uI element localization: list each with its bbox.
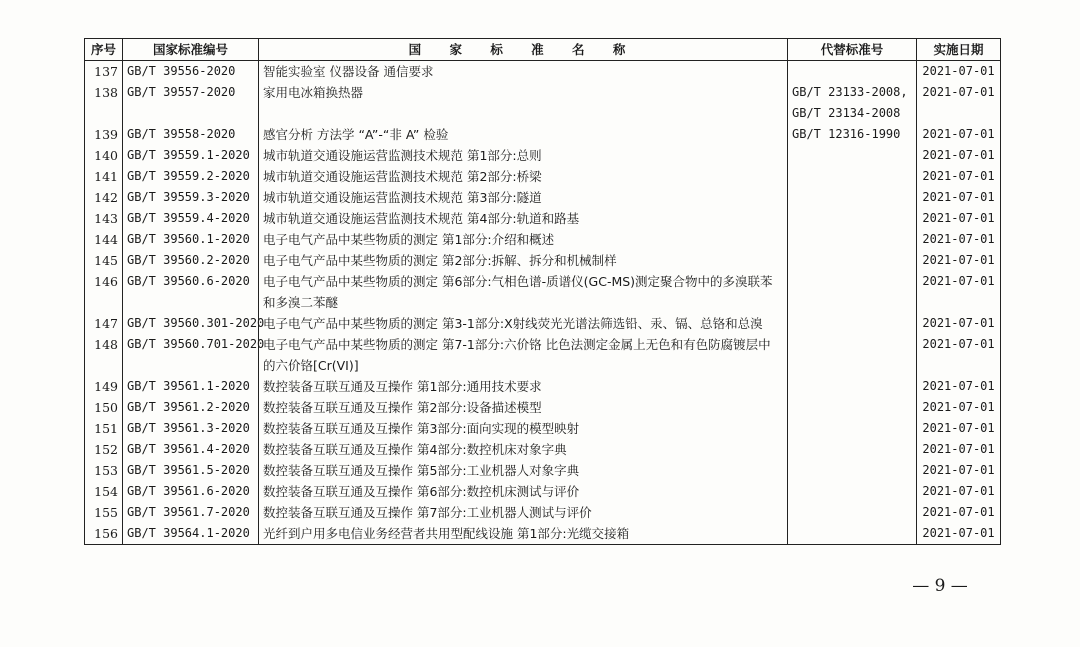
replaced-standard [788,271,917,313]
implementation-date: 2021-07-01 [917,61,1001,83]
implementation-date: 2021-07-01 [917,418,1001,439]
row-number: 150 [85,397,123,418]
replaced-standard [788,439,917,460]
standard-name: 数控装备互联互通及互操作 第4部分:数控机床对象字典 [259,439,788,460]
row-number: 147 [85,313,123,334]
implementation-date: 2021-07-01 [917,397,1001,418]
replaced-standard [788,61,917,83]
replaced-standard [788,166,917,187]
replaced-standard [788,313,917,334]
replaced-standard [788,187,917,208]
standard-name: 智能实验室 仪器设备 通信要求 [259,61,788,83]
row-number: 143 [85,208,123,229]
header-date: 实施日期 [917,39,1001,61]
standard-code: GB/T 39561.6-2020 [123,481,259,502]
row-number: 140 [85,145,123,166]
implementation-date: 2021-07-01 [917,250,1001,271]
implementation-date: 2021-07-01 [917,502,1001,523]
replaced-standard [788,481,917,502]
standard-code: GB/T 39559.4-2020 [123,208,259,229]
implementation-date: 2021-07-01 [917,166,1001,187]
replaced-standard [788,523,917,545]
standard-code: GB/T 39560.2-2020 [123,250,259,271]
table-row [85,250,1001,271]
replaced-standard [788,502,917,523]
standard-code: GB/T 39561.2-2020 [123,397,259,418]
standard-name: 城市轨道交通设施运营监测技术规范 第2部分:桥梁 [259,166,788,187]
standard-code: GB/T 39561.5-2020 [123,460,259,481]
header-code: 国家标准编号 [123,39,259,61]
standard-code: GB/T 39560.301-2020 [123,313,259,334]
standard-name: 数控装备互联互通及互操作 第6部分:数控机床测试与评价 [259,481,788,502]
replaced-standard [788,208,917,229]
standard-code: GB/T 39559.2-2020 [123,166,259,187]
implementation-date: 2021-07-01 [917,460,1001,481]
standard-code: GB/T 39564.1-2020 [123,523,259,545]
row-number: 141 [85,166,123,187]
standard-name: 电子电气产品中某些物质的测定 第3-1部分:X射线荧光光谱法筛选铅、汞、镉、总铬和总溴 [259,313,788,334]
standard-name: 电子电气产品中某些物质的测定 第6部分:气相色谱-质谱仪(GC-MS)测定聚合物中的多溴联苯和多溴二苯醚 [259,271,788,313]
standard-code: GB/T 39558-2020 [123,124,259,145]
row-number: 154 [85,481,123,502]
replaced-standard [788,418,917,439]
table-row [85,145,1001,166]
standard-code: GB/T 39556-2020 [123,61,259,83]
implementation-date: 2021-07-01 [917,481,1001,502]
row-number: 148 [85,334,123,376]
table-row [85,397,1001,418]
header-replaced: 代替标准号 [788,39,917,61]
standard-name: 数控装备互联互通及互操作 第5部分:工业机器人对象字典 [259,460,788,481]
row-number: 145 [85,250,123,271]
table-header-row [85,39,1001,61]
replaced-standard: GB/T 23133-2008, GB/T 23134-2008 [788,82,917,124]
standard-code: GB/T 39561.7-2020 [123,502,259,523]
header-name: 国 家 标 准 名 称 [259,39,788,61]
row-number: 139 [85,124,123,145]
standard-name: 家用电冰箱换热器 [259,82,788,124]
table-row [85,187,1001,208]
row-number: 142 [85,187,123,208]
replaced-standard [788,376,917,397]
implementation-date: 2021-07-01 [917,82,1001,124]
replaced-standard [788,460,917,481]
page-number: — 9 — [912,576,968,596]
replaced-standard [788,334,917,376]
table-row [85,271,1001,313]
standard-name: 数控装备互联互通及互操作 第2部分:设备描述模型 [259,397,788,418]
implementation-date: 2021-07-01 [917,187,1001,208]
replaced-standard [788,397,917,418]
standard-code: GB/T 39560.6-2020 [123,271,259,313]
row-number: 152 [85,439,123,460]
table-row [85,166,1001,187]
standards-table [84,38,1001,545]
row-number: 155 [85,502,123,523]
standard-code: GB/T 39559.1-2020 [123,145,259,166]
standard-name: 电子电气产品中某些物质的测定 第7-1部分:六价铬 比色法测定金属上无色和有色防腐镀层中的六价铬[Cr(VI)] [259,334,788,376]
standard-name: 城市轨道交通设施运营监测技术规范 第3部分:隧道 [259,187,788,208]
implementation-date: 2021-07-01 [917,208,1001,229]
implementation-date: 2021-07-01 [917,145,1001,166]
standard-name: 光纤到户用多电信业务经营者共用型配线设施 第1部分:光缆交接箱 [259,523,788,545]
table-row [85,439,1001,460]
row-number: 156 [85,523,123,545]
implementation-date: 2021-07-01 [917,313,1001,334]
table-row [85,124,1001,145]
table-row [85,334,1001,376]
standard-code: GB/T 39560.1-2020 [123,229,259,250]
table-row [85,481,1001,502]
implementation-date: 2021-07-01 [917,523,1001,545]
table-row [85,229,1001,250]
replaced-standard [788,229,917,250]
row-number: 146 [85,271,123,313]
row-number: 144 [85,229,123,250]
table-row [85,313,1001,334]
row-number: 153 [85,460,123,481]
implementation-date: 2021-07-01 [917,334,1001,376]
implementation-date: 2021-07-01 [917,271,1001,313]
standard-name: 感官分析 方法学 “A”-“非 A” 检验 [259,124,788,145]
table-row [85,502,1001,523]
standard-name: 电子电气产品中某些物质的测定 第2部分:拆解、拆分和机械制样 [259,250,788,271]
standard-name: 城市轨道交通设施运营监测技术规范 第1部分:总则 [259,145,788,166]
table-row [85,523,1001,545]
replaced-standard [788,250,917,271]
header-no: 序号 [85,39,123,61]
implementation-date: 2021-07-01 [917,439,1001,460]
standard-code: GB/T 39557-2020 [123,82,259,124]
row-number: 149 [85,376,123,397]
table-row [85,460,1001,481]
table-row [85,376,1001,397]
implementation-date: 2021-07-01 [917,124,1001,145]
standard-code: GB/T 39559.3-2020 [123,187,259,208]
standard-name: 数控装备互联互通及互操作 第3部分:面向实现的模型映射 [259,418,788,439]
table-body [85,61,1001,545]
standard-name: 电子电气产品中某些物质的测定 第1部分:介绍和概述 [259,229,788,250]
replaced-standard: GB/T 12316-1990 [788,124,917,145]
standard-code: GB/T 39561.3-2020 [123,418,259,439]
implementation-date: 2021-07-01 [917,229,1001,250]
row-number: 138 [85,82,123,124]
standard-name: 城市轨道交通设施运营监测技术规范 第4部分:轨道和路基 [259,208,788,229]
row-number: 137 [85,61,123,83]
standard-name: 数控装备互联互通及互操作 第1部分:通用技术要求 [259,376,788,397]
table-row [85,82,1001,124]
standard-code: GB/T 39560.701-2020 [123,334,259,376]
standard-name: 数控装备互联互通及互操作 第7部分:工业机器人测试与评价 [259,502,788,523]
table-row [85,61,1001,83]
row-number: 151 [85,418,123,439]
table-row [85,208,1001,229]
replaced-standard [788,145,917,166]
standard-code: GB/T 39561.4-2020 [123,439,259,460]
table-row [85,418,1001,439]
standard-code: GB/T 39561.1-2020 [123,376,259,397]
implementation-date: 2021-07-01 [917,376,1001,397]
